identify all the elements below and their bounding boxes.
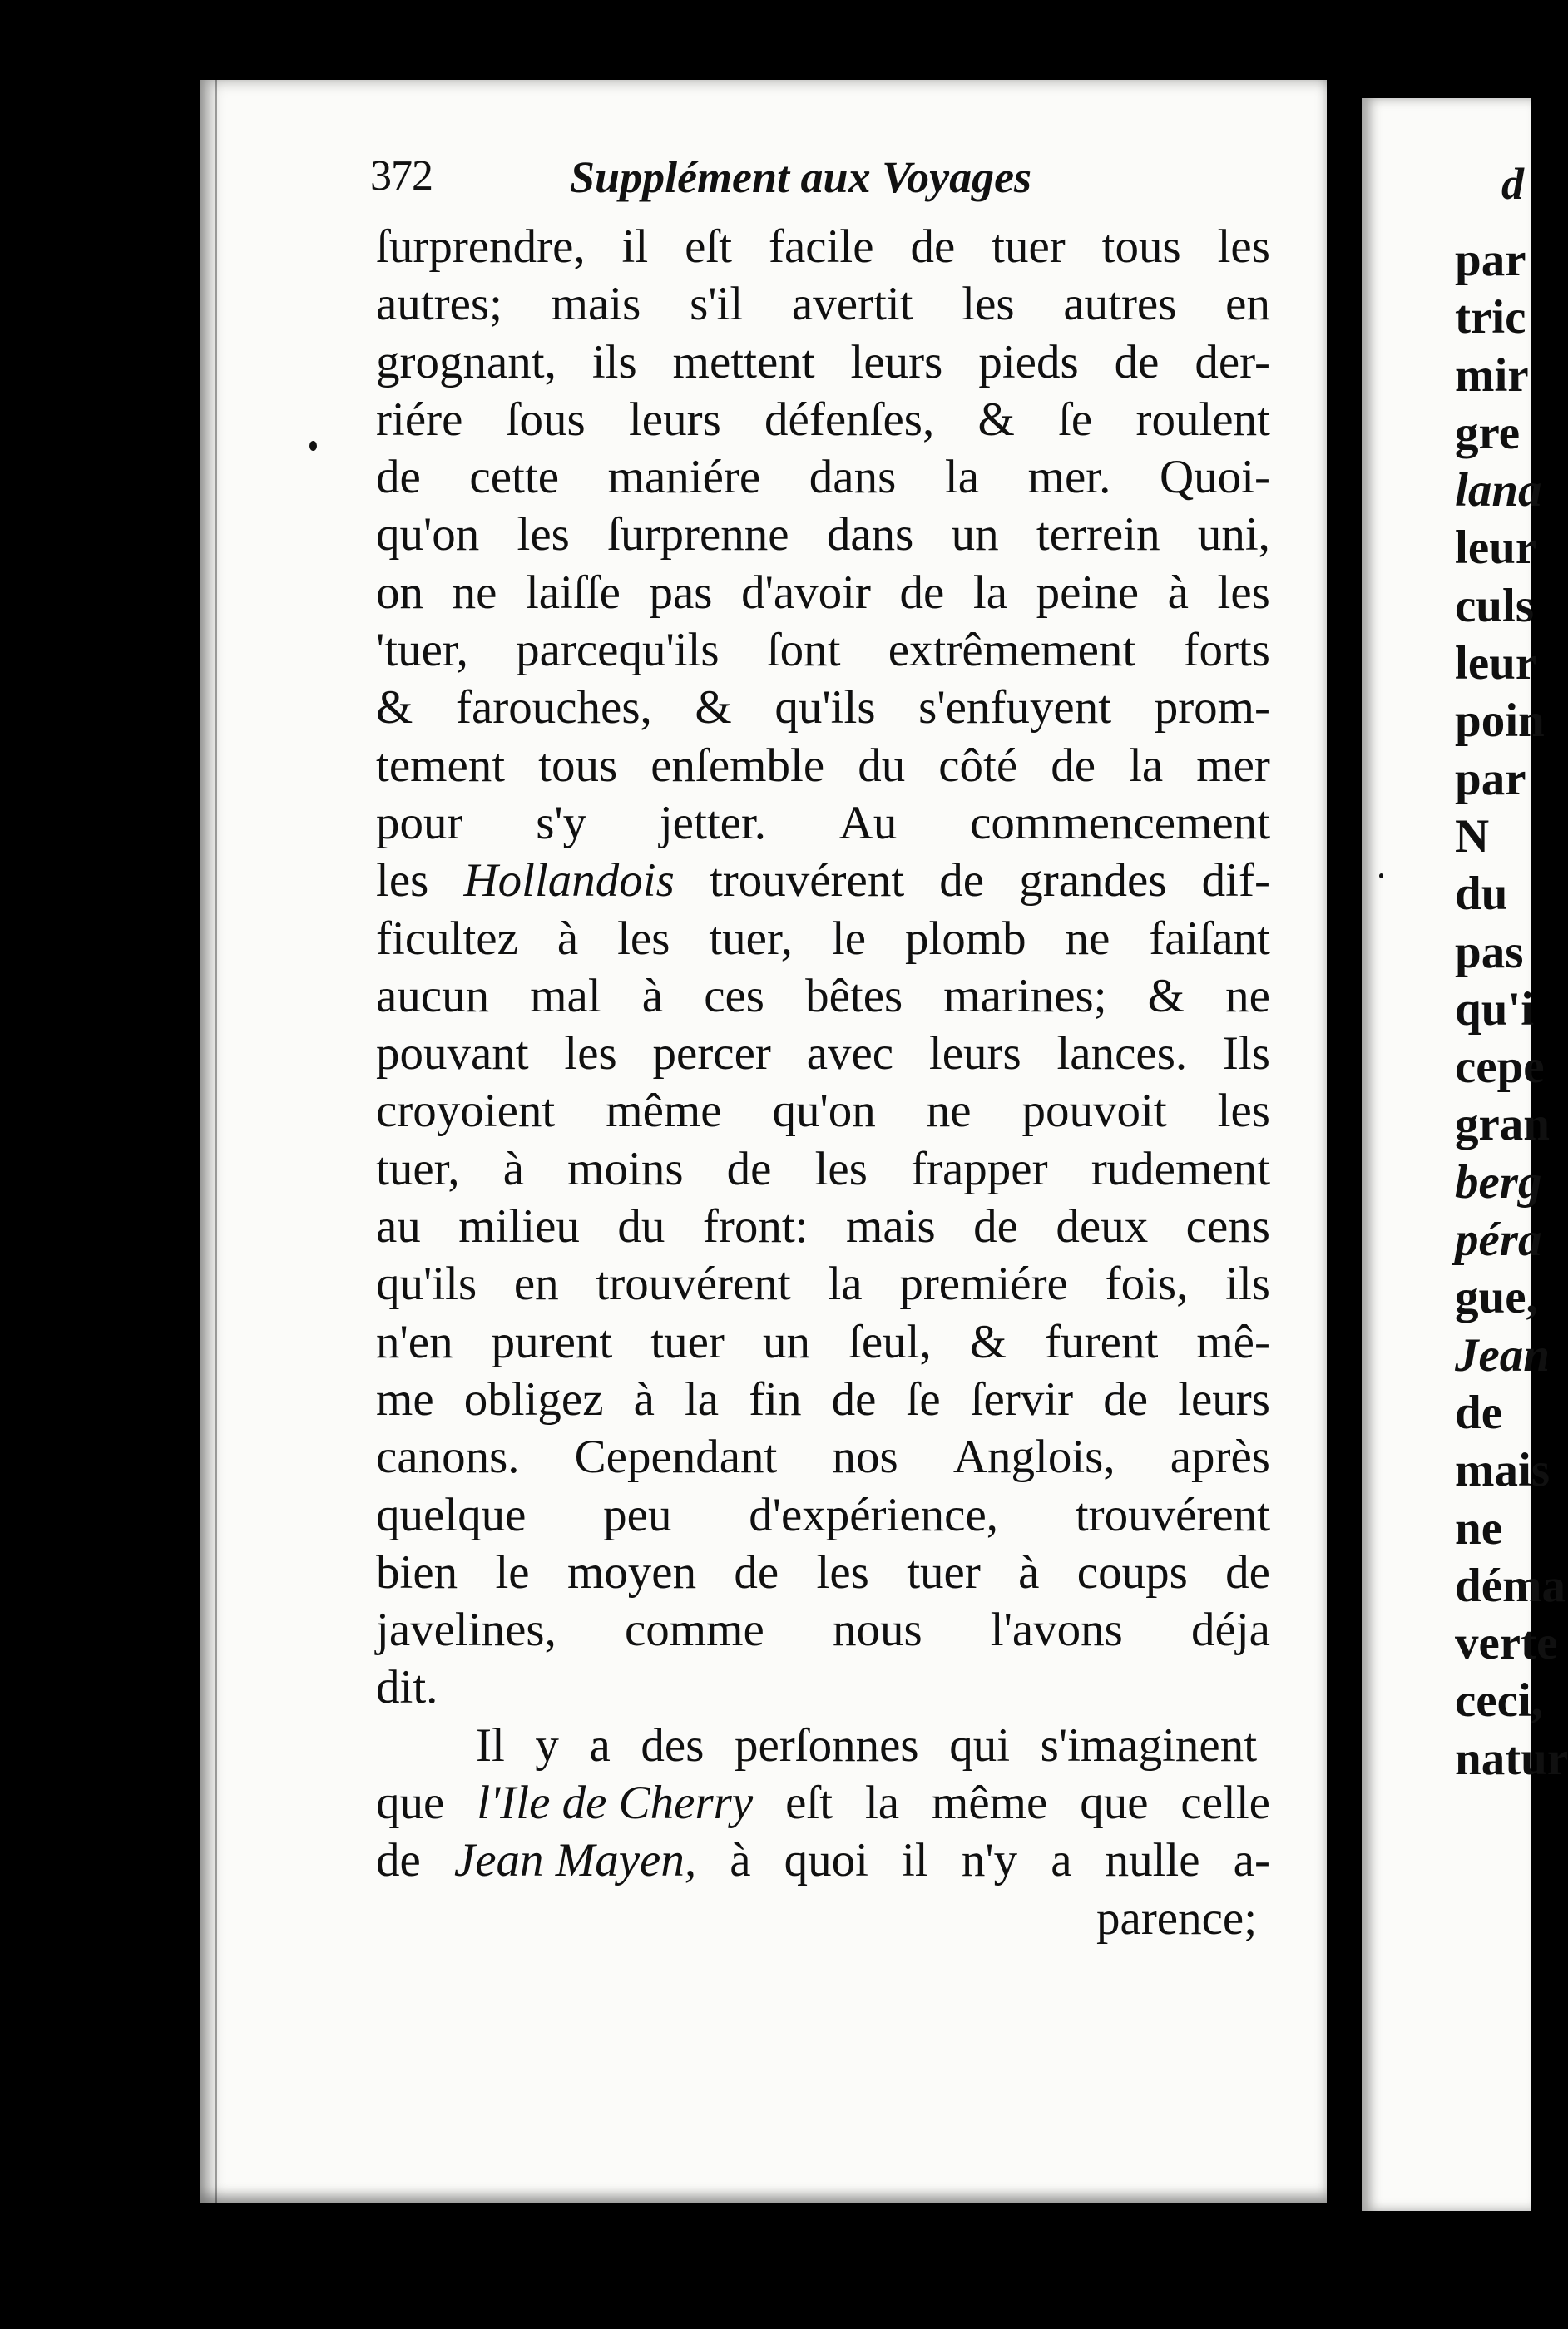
word: les bbox=[617, 912, 670, 965]
word: d'avoir bbox=[741, 566, 871, 619]
word: tuer bbox=[650, 1315, 725, 1368]
right-text-line: tric bbox=[1455, 291, 1526, 344]
word: qu'ils bbox=[376, 1258, 477, 1311]
word: lances. bbox=[1056, 1027, 1188, 1080]
word: uni, bbox=[1197, 508, 1270, 561]
text-line bbox=[376, 564, 1270, 621]
word: un bbox=[951, 508, 999, 561]
word: autres; bbox=[376, 278, 502, 331]
word: facile bbox=[768, 220, 874, 273]
word: au bbox=[376, 1200, 421, 1254]
word: nos bbox=[832, 1431, 898, 1484]
word: frapper bbox=[911, 1142, 1048, 1195]
right-page-text bbox=[1455, 231, 1568, 1788]
word: côté bbox=[938, 739, 1018, 792]
right-text-line: berg bbox=[1455, 1155, 1542, 1209]
right-page bbox=[1362, 98, 1568, 2211]
word: la bbox=[684, 1372, 720, 1426]
right-text-line: mais bbox=[1455, 1444, 1550, 1497]
word: à bbox=[502, 1142, 525, 1195]
right-text-line: lana bbox=[1455, 464, 1542, 517]
word: de bbox=[939, 854, 985, 907]
word: dans bbox=[826, 508, 914, 561]
word: à bbox=[1018, 1545, 1040, 1599]
word: bien bbox=[376, 1545, 458, 1599]
word: furent bbox=[1045, 1315, 1159, 1368]
word: de bbox=[1114, 335, 1160, 388]
word: tous bbox=[538, 739, 618, 792]
word: enſemble bbox=[650, 739, 825, 792]
word: tuer bbox=[992, 220, 1066, 273]
word: le bbox=[831, 912, 867, 965]
word: nulle bbox=[1105, 1834, 1200, 1887]
body-text bbox=[376, 218, 1270, 1947]
word: s'imaginent bbox=[1040, 1718, 1258, 1772]
word: trouvérent bbox=[596, 1258, 791, 1311]
word: la bbox=[972, 566, 1008, 619]
word: Il bbox=[476, 1718, 505, 1772]
text-line bbox=[376, 1313, 1270, 1371]
word: avertit bbox=[791, 278, 913, 331]
text-line bbox=[376, 1140, 1270, 1198]
word: parcequ'ils bbox=[516, 624, 720, 677]
word: ſe bbox=[906, 1372, 941, 1426]
right-text-line: déma bbox=[1455, 1559, 1566, 1612]
word: farouches, bbox=[455, 681, 652, 734]
word: mê- bbox=[1196, 1315, 1270, 1368]
text-line bbox=[376, 1082, 1270, 1140]
word: qu'ils bbox=[774, 681, 876, 734]
word: de bbox=[734, 1545, 779, 1599]
text-line bbox=[376, 448, 1270, 506]
word: peu bbox=[603, 1488, 672, 1541]
word: & bbox=[1147, 969, 1185, 1022]
word: avec bbox=[806, 1027, 894, 1080]
word: s'enfuyent bbox=[918, 681, 1112, 734]
right-text-line: de bbox=[1455, 1386, 1502, 1439]
word: Anglois, bbox=[952, 1431, 1115, 1484]
right-text-line: leur bbox=[1455, 522, 1537, 575]
word: ficultez bbox=[376, 912, 518, 965]
word: mais bbox=[845, 1200, 936, 1254]
word: de bbox=[376, 1834, 421, 1887]
word: tuer bbox=[907, 1545, 981, 1599]
running-head: Supplément aux Voyages bbox=[570, 152, 1032, 202]
word: tement bbox=[376, 739, 506, 792]
word: Cependant bbox=[574, 1431, 778, 1484]
word: cens bbox=[1185, 1200, 1270, 1254]
word: de bbox=[831, 1372, 877, 1426]
page-number: 372 bbox=[370, 152, 433, 200]
word: qu'on bbox=[376, 508, 480, 561]
text-line bbox=[376, 1659, 1270, 1716]
word: a bbox=[589, 1718, 611, 1772]
text-line bbox=[376, 1025, 1270, 1082]
text-line bbox=[376, 1832, 1270, 1889]
text-line bbox=[376, 1255, 1270, 1313]
text-line bbox=[376, 275, 1270, 333]
word: ils bbox=[591, 335, 637, 388]
word: n'y bbox=[961, 1834, 1018, 1887]
text-line bbox=[376, 506, 1270, 563]
word: y bbox=[535, 1718, 559, 1772]
word: moyen bbox=[566, 1545, 697, 1599]
word: pieds bbox=[978, 335, 1079, 388]
right-text-line: du bbox=[1455, 868, 1508, 921]
text-line bbox=[376, 967, 1270, 1025]
word: à bbox=[641, 969, 664, 1022]
word: de bbox=[1103, 1372, 1149, 1426]
word: & bbox=[376, 681, 413, 734]
right-text-line: Jean bbox=[1455, 1328, 1550, 1382]
word: leurs bbox=[928, 1027, 1021, 1080]
text-line bbox=[376, 621, 1270, 679]
word: que bbox=[1080, 1777, 1149, 1830]
right-text-line: N bbox=[1455, 809, 1490, 863]
word: déja bbox=[1191, 1604, 1270, 1657]
text-line bbox=[376, 218, 1270, 275]
word: ſous bbox=[506, 393, 586, 446]
word: ſervir bbox=[970, 1372, 1074, 1426]
word: du bbox=[858, 739, 906, 792]
word: à bbox=[730, 1834, 751, 1887]
word: même bbox=[606, 1085, 722, 1138]
word: pouvant bbox=[376, 1027, 529, 1080]
text-line bbox=[376, 1486, 1270, 1544]
word: percer bbox=[652, 1027, 771, 1080]
word: forts bbox=[1183, 624, 1270, 677]
right-text-line: verte bbox=[1455, 1617, 1558, 1670]
word: en bbox=[1225, 278, 1270, 331]
page-header bbox=[370, 141, 1293, 216]
word: extrêmement bbox=[888, 624, 1136, 677]
word: de bbox=[1051, 739, 1096, 792]
text-line bbox=[376, 1371, 1270, 1428]
word: croyoient bbox=[376, 1085, 556, 1138]
text-line bbox=[376, 1198, 1270, 1255]
word: s'y bbox=[536, 796, 587, 849]
word: a bbox=[1051, 1834, 1072, 1887]
word: Au bbox=[838, 796, 898, 849]
word: ils bbox=[1225, 1258, 1270, 1311]
right-text-line: ceci, bbox=[1455, 1674, 1543, 1728]
word: Ils bbox=[1222, 1027, 1270, 1080]
word: riére bbox=[376, 393, 463, 446]
word: la bbox=[864, 1777, 900, 1830]
right-text-line: ne bbox=[1455, 1501, 1502, 1555]
word: aucun bbox=[376, 969, 490, 1022]
word: les bbox=[816, 1545, 869, 1599]
text-line bbox=[376, 852, 1270, 909]
word: à bbox=[633, 1372, 655, 1426]
word: perſonnes bbox=[735, 1718, 919, 1772]
word: dans bbox=[809, 451, 897, 504]
word: dit. bbox=[376, 1661, 438, 1714]
right-text-line: culs bbox=[1455, 579, 1535, 632]
word: der- bbox=[1195, 335, 1270, 388]
word: en bbox=[513, 1258, 559, 1311]
word: fin bbox=[749, 1372, 802, 1426]
word: & bbox=[695, 681, 732, 734]
word: les bbox=[564, 1027, 617, 1080]
word: jetter. bbox=[659, 796, 767, 849]
word: les bbox=[1217, 566, 1270, 619]
word: qu'on bbox=[772, 1085, 876, 1138]
word: la bbox=[944, 451, 980, 504]
word: les bbox=[517, 508, 570, 561]
right-text-line: qu'i bbox=[1455, 982, 1535, 1036]
right-text-line: gue, bbox=[1455, 1271, 1538, 1324]
word: les bbox=[814, 1142, 868, 1195]
word: nous bbox=[832, 1604, 922, 1657]
word: leurs bbox=[850, 335, 943, 388]
word: grognant, bbox=[376, 335, 556, 388]
word: tuer, bbox=[376, 1142, 460, 1195]
word: tous bbox=[1101, 220, 1181, 273]
right-text-line: pas bbox=[1455, 925, 1524, 978]
word: s'il bbox=[690, 278, 744, 331]
right-text-line: mir bbox=[1455, 349, 1529, 402]
text-line bbox=[376, 1601, 1270, 1659]
text-line bbox=[376, 737, 1270, 794]
right-text-line: gran bbox=[1455, 1098, 1550, 1151]
text-line bbox=[376, 794, 1270, 852]
word: ces bbox=[704, 969, 764, 1022]
word: me bbox=[376, 1372, 434, 1426]
word: faiſant bbox=[1149, 912, 1270, 965]
word: d'expérience, bbox=[749, 1488, 999, 1541]
word: ſont bbox=[766, 624, 841, 677]
word: Quoi- bbox=[1159, 451, 1270, 504]
word: il bbox=[621, 220, 649, 273]
scan-speck bbox=[309, 441, 317, 451]
word: roulent bbox=[1135, 393, 1270, 446]
word: les bbox=[962, 278, 1015, 331]
word: n'en bbox=[376, 1315, 453, 1368]
word: à bbox=[556, 912, 579, 965]
word: les bbox=[376, 854, 429, 907]
word: Jean Mayen, bbox=[453, 1834, 697, 1887]
text-line bbox=[376, 679, 1270, 736]
text-line bbox=[376, 391, 1270, 448]
word: prom- bbox=[1154, 681, 1270, 734]
word: front: bbox=[702, 1200, 809, 1254]
word: le bbox=[495, 1545, 530, 1599]
word: premiére bbox=[899, 1258, 1068, 1311]
word: ne bbox=[926, 1085, 972, 1138]
word: des bbox=[641, 1718, 705, 1772]
word: bêtes bbox=[805, 969, 903, 1022]
word: ſe bbox=[1058, 393, 1093, 446]
word: laiſſe bbox=[525, 566, 621, 619]
word: leurs bbox=[628, 393, 721, 446]
word: deux bbox=[1056, 1200, 1149, 1254]
word: même bbox=[932, 1777, 1048, 1830]
text-line bbox=[376, 1544, 1270, 1601]
right-text-line: cepe bbox=[1455, 1041, 1545, 1094]
word: terrein bbox=[1036, 508, 1160, 561]
word: coups bbox=[1076, 1545, 1188, 1599]
word: les bbox=[1217, 220, 1270, 273]
text-line bbox=[376, 334, 1270, 391]
word: marines; bbox=[943, 969, 1107, 1022]
word: dif- bbox=[1201, 854, 1270, 907]
word: ne bbox=[452, 566, 497, 619]
word: grandes bbox=[1019, 854, 1167, 907]
text-line bbox=[376, 1428, 1270, 1486]
word: ſurprenne bbox=[607, 508, 789, 561]
word: cette bbox=[469, 451, 559, 504]
right-text-line: gre bbox=[1455, 406, 1521, 459]
scan-speck bbox=[1379, 873, 1383, 878]
word: parence; bbox=[1096, 1891, 1258, 1945]
text-line bbox=[376, 1717, 1270, 1774]
word: autres bbox=[1063, 278, 1177, 331]
word: mal bbox=[530, 969, 601, 1022]
word: que bbox=[376, 1777, 445, 1830]
word: milieu bbox=[458, 1200, 580, 1254]
word: quoi bbox=[784, 1834, 868, 1887]
word: de bbox=[910, 220, 956, 273]
word: la bbox=[1129, 739, 1164, 792]
word: du bbox=[617, 1200, 665, 1254]
word: eſt bbox=[785, 1777, 833, 1830]
text-line bbox=[376, 910, 1270, 967]
word: ne bbox=[1065, 912, 1110, 965]
word: pour bbox=[376, 796, 463, 849]
word: après bbox=[1170, 1431, 1270, 1484]
word: quelque bbox=[376, 1488, 527, 1541]
right-text-line: poin bbox=[1455, 695, 1545, 748]
word: trouvérent bbox=[709, 854, 905, 907]
word: un bbox=[762, 1315, 810, 1368]
word: de bbox=[726, 1142, 772, 1195]
word: mais bbox=[551, 278, 641, 331]
word: moins bbox=[567, 1142, 684, 1195]
book-gutter bbox=[1327, 67, 1362, 2204]
word: & bbox=[969, 1315, 1007, 1368]
word: mer bbox=[1196, 739, 1270, 792]
word: de bbox=[376, 451, 421, 504]
word: mettent bbox=[672, 335, 815, 388]
word: à bbox=[1167, 566, 1189, 619]
word: peine bbox=[1036, 566, 1140, 619]
word: & bbox=[977, 393, 1015, 446]
word: les bbox=[1217, 1085, 1270, 1138]
word: l'avons bbox=[990, 1604, 1123, 1657]
word: l'Ile de Cherry bbox=[477, 1777, 754, 1830]
word: fois, bbox=[1105, 1258, 1189, 1311]
word: la bbox=[828, 1258, 863, 1311]
word: de bbox=[899, 566, 945, 619]
word: maniére bbox=[607, 451, 761, 504]
word: de bbox=[1225, 1545, 1270, 1599]
right-text-line: par bbox=[1455, 752, 1526, 805]
word: eſt bbox=[685, 220, 733, 273]
word: plomb bbox=[904, 912, 1026, 965]
text-line bbox=[376, 1774, 1270, 1832]
text-line bbox=[376, 1890, 1270, 1947]
word: Hollandois bbox=[463, 854, 675, 907]
word: celle bbox=[1180, 1777, 1270, 1830]
word: canons. bbox=[376, 1431, 520, 1484]
word: comme bbox=[625, 1604, 764, 1657]
right-text-line: par bbox=[1455, 234, 1526, 286]
word: a- bbox=[1233, 1834, 1270, 1887]
word: qui bbox=[949, 1718, 1011, 1772]
right-text-line: péra bbox=[1455, 1214, 1542, 1267]
word: ſurprendre, bbox=[376, 220, 586, 273]
word: obligez bbox=[463, 1372, 604, 1426]
word: purent bbox=[491, 1315, 613, 1368]
word: ſeul, bbox=[848, 1315, 932, 1368]
word: rudement bbox=[1091, 1142, 1270, 1195]
word: mer. bbox=[1027, 451, 1111, 504]
word: pas bbox=[649, 566, 713, 619]
right-running-head: d bbox=[1501, 159, 1524, 209]
word: il bbox=[902, 1834, 928, 1887]
word: tuer, bbox=[709, 912, 793, 965]
word: défenſes, bbox=[764, 393, 935, 446]
word: on bbox=[376, 566, 423, 619]
word: trouvérent bbox=[1075, 1488, 1270, 1541]
word: pouvoit bbox=[1021, 1085, 1167, 1138]
word: commencement bbox=[970, 796, 1270, 849]
right-text-line: leur bbox=[1455, 637, 1537, 690]
right-text-line: natur bbox=[1455, 1732, 1568, 1785]
word: ne bbox=[1225, 969, 1270, 1022]
word: javelines, bbox=[376, 1604, 556, 1657]
word: leurs bbox=[1178, 1372, 1270, 1426]
word: 'tuer, bbox=[376, 624, 468, 677]
word: de bbox=[973, 1200, 1018, 1254]
